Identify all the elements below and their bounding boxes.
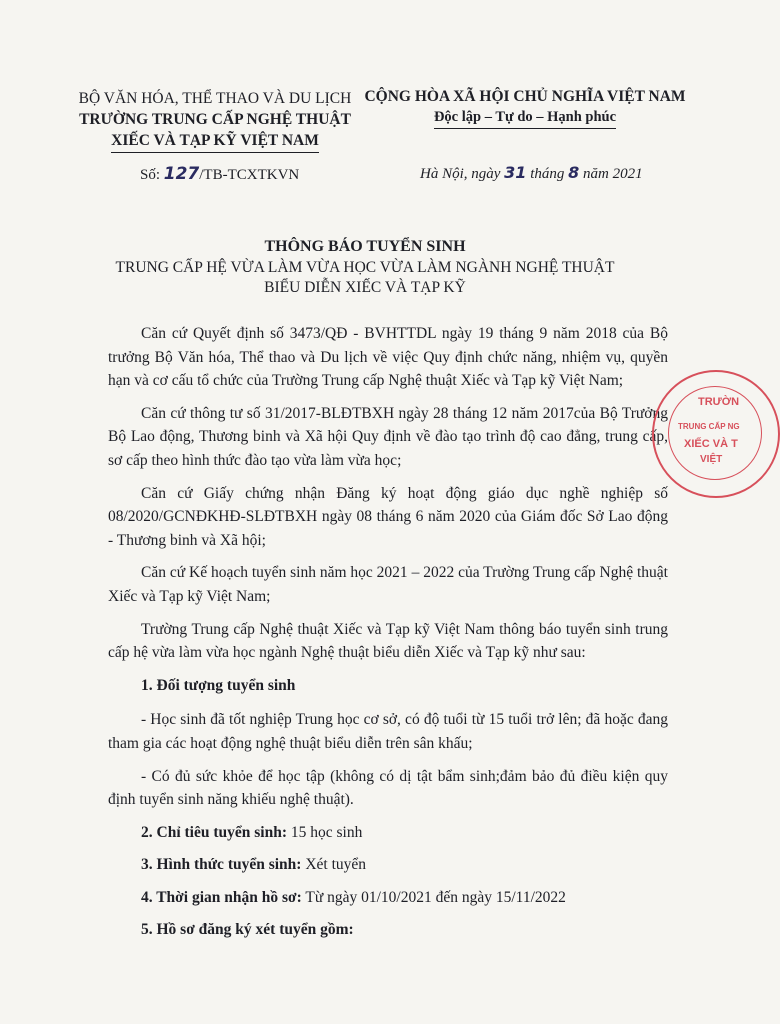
number-suffix: /TB-TCXTKVN [199,167,300,183]
number-handwritten: 127 [163,164,200,184]
date-year: năm 2021 [579,166,643,182]
ministry-name: BỘ VĂN HÓA, THỂ THAO VÀ DU LỊCH [78,90,352,107]
subtitle-line1: TRUNG CẤP HỆ VỪA LÀM VỪA HỌC VỪA LÀM NGÀNH NGHỆ THUẬT [115,259,615,276]
section-5-title: 5. Hồ sơ đăng ký xét tuyển gồm: [141,921,354,939]
section-3 [108,853,668,877]
paragraph-legal-basis-3: Căn cứ Giấy chứng nhận Đăng ký hoạt động giáo dục nghề nghiệp số 08/2020/GCNĐKHĐ-SLĐTBXH ngày 08 tháng 6 năm 2020 của Giám đốc Sở Lao động - Thương binh và Xã hội; [108,484,668,549]
section-3-value: Xét tuyển [301,856,367,874]
national-header [360,86,690,129]
section-1-title: 1. Đối tượng tuyển sinh [141,676,296,694]
section-2-label: 2. Chỉ tiêu tuyển sinh: [141,823,287,841]
section-2-value: 15 học sinh [287,823,363,841]
document-title: THÔNG BÁO TUYỂN SINH [264,238,466,255]
seal-text-4: VIỆT [700,454,723,465]
number-prefix: Số: [140,167,164,183]
section-4-value: Từ ngày 01/10/2021 đến ngày 15/11/2022 [301,888,566,906]
subtitle-line2: BIỂU DIỄN XIẾC VÀ TẠP KỸ [264,279,466,296]
section-4-label: 4. Thời gian nhận hồ sơ: [141,888,302,906]
document-number [140,164,299,184]
document-body [108,322,668,953]
section-3-label: 3. Hình thức tuyển sinh: [141,856,302,874]
section-2 [108,821,668,845]
date-month: 8 [568,163,580,182]
official-seal-stamp [652,370,780,498]
paragraph-legal-basis-4: Căn cứ Kế hoạch tuyển sinh năm học 2021 – 2022 của Trường Trung cấp Nghệ thuật Xiếc và Tạp kỹ Việt Nam; [108,564,668,605]
document-date [420,163,643,183]
section-1-item-1: - Học sinh đã tốt nghiệp Trung học cơ sở, có độ tuổi từ 15 tuổi trở lên; đã hoặc đang tham gia các hoạt động nghệ thuật biểu diễn trên sân khấu; [108,711,668,752]
paragraph-announcement: Trường Trung cấp Nghệ thuật Xiếc và Tạp kỹ Việt Nam thông báo tuyển sinh trung cấp hệ vừa làm vừa học ngành Nghệ thuật biểu diễn Xiếc và Tạp kỹ như sau: [108,620,668,662]
date-day: 31 [504,163,527,182]
country-name: CỘNG HÒA XÃ HỘI CHỦ NGHĨA VIỆT NAM [364,88,686,105]
school-name-line1: TRƯỜNG TRUNG CẤP NGHỆ THUẬT [79,111,351,128]
date-month-label: tháng [526,166,569,182]
document-subtitle [60,258,670,298]
school-name-line2: XIẾC VÀ TẠP KỸ VIỆT NAM [111,130,319,153]
paragraph-legal-basis-2: Căn cứ thông tư số 31/2017-BLĐTBXH ngày 28 tháng 12 năm 2017của Bộ Trưởng Bộ Lao động, Thương binh và Xã hội Quy định về đào tạo trình độ cao đẳng, trung cấp, sơ cấp theo hình thức đào tạo vừa làm vừa học; [108,404,668,469]
section-4 [108,886,668,910]
date-place: Hà Nội, ngày [420,166,505,182]
national-motto: Độc lập – Tự do – Hạnh phúc [434,107,616,129]
issuer-header [60,88,370,153]
paragraph-legal-basis-1: Căn cứ Quyết định số 3473/QĐ - BVHTTDL ngày 19 tháng 9 năm 2018 của Bộ trưởng Bộ Văn hóa, Thể thao và Du lịch về việc Quy định chức năng, nhiệm vụ, quyền hạn và cơ cấu tổ chức của Trường Trung cấp Nghệ thuật Xiếc và Tạp kỹ Việt Nam; [108,325,668,390]
seal-text-3: XIẾC VÀ T [684,438,738,450]
seal-text-2: TRUNG CẤP NG [678,422,740,431]
section-1-item-2: - Có đủ sức khỏe để học tập (không có dị tật bẩm sinh;đảm bảo đủ điều kiện quy định tuyển sinh năng khiếu nghệ thuật). [108,767,668,809]
seal-text-1: TRƯỜN [698,396,740,408]
